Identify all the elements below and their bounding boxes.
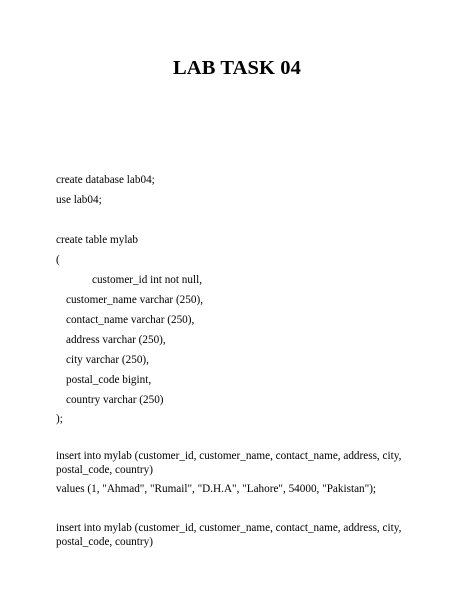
code-line-contact-name: contact_name varchar (250),: [66, 314, 195, 326]
code-line-create-table: create table mylab: [56, 234, 138, 246]
page-title: LAB TASK 04: [173, 57, 301, 79]
code-line-customer-id: customer_id int not null,: [92, 274, 203, 286]
code-line-close-paren: );: [56, 413, 63, 425]
code-line-create-database: create database lab04;: [56, 174, 155, 186]
code-line-insert-2: insert into mylab (customer_id, customer_name, contact_name, address, city, postal_code, country): [56, 522, 402, 548]
code-line-open-paren: (: [56, 254, 60, 266]
code-line-use-database: use lab04;: [56, 194, 102, 206]
code-line-values-1: values (1, "Ahmad", "Rumail", "D.H.A", "Lahore", 54000, "Pakistan");: [56, 483, 377, 495]
code-line-country: country varchar (250): [66, 394, 164, 406]
code-line-postal-code: postal_code bigint,: [66, 374, 152, 386]
code-line-customer-name: customer_name varchar (250),: [66, 294, 203, 306]
code-line-address: address varchar (250),: [66, 334, 166, 346]
code-line-city: city varchar (250),: [66, 354, 149, 366]
code-line-insert-1: insert into mylab (customer_id, customer_name, contact_name, address, city, postal_code, country): [56, 450, 402, 476]
